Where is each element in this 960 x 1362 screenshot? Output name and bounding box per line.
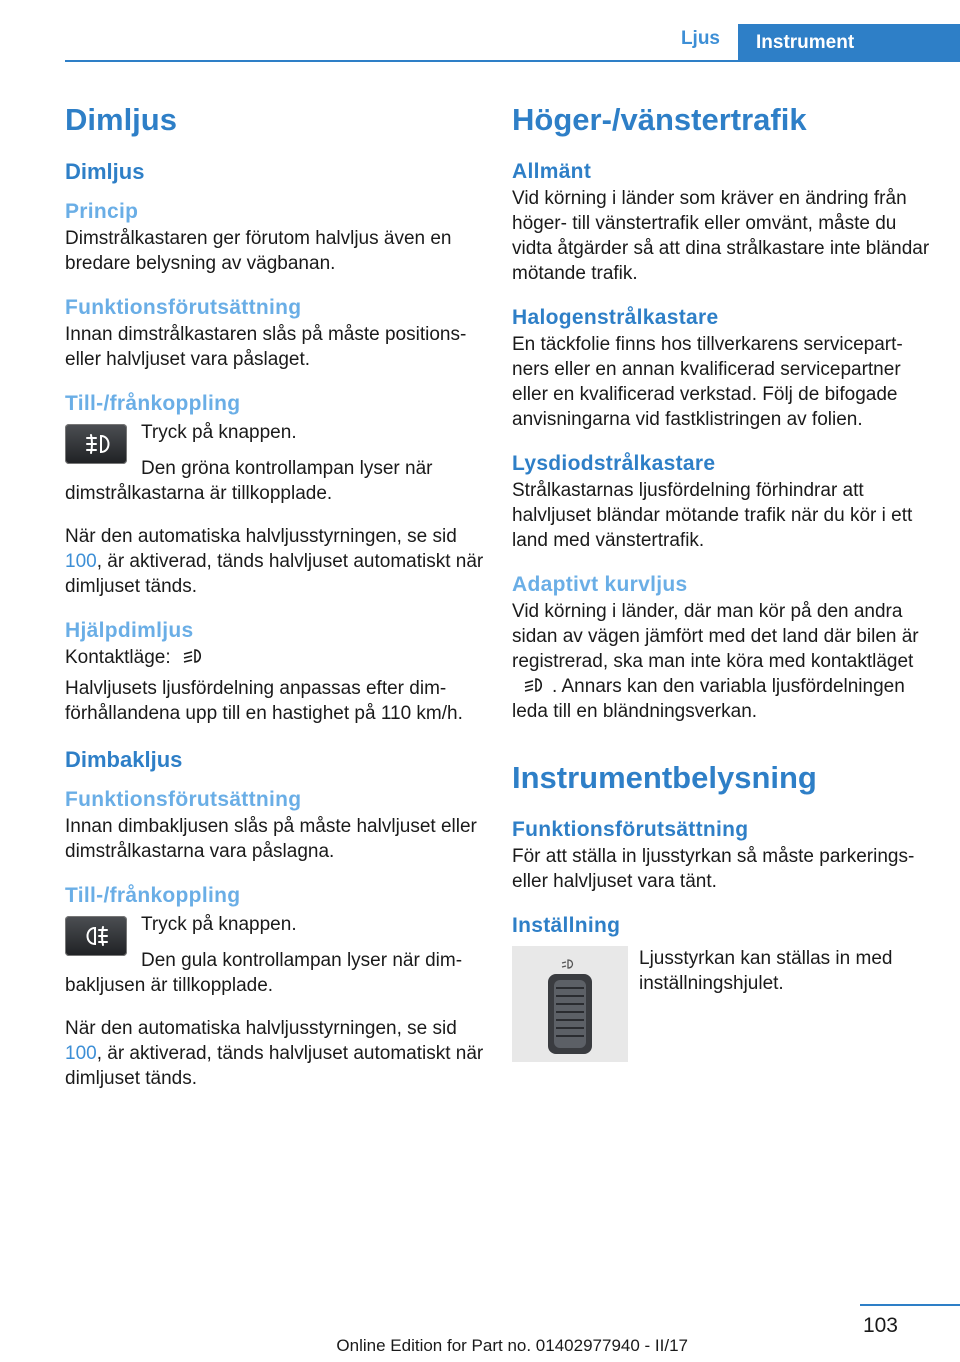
heading-general: Allmänt [512,160,592,183]
text-toggle-2-press: Tryck på knappen. [141,914,297,935]
heading-halogen: Halogenstrålkastare [512,306,719,329]
heading-adaptive: Adaptivt kurvljus [512,573,688,596]
heading-prerequisite-1: Funktionsförutsättning [65,296,302,319]
left-column [65,100,485,1109]
section-title-traffic: Höger-/vänstertrafik [512,102,807,137]
heading-led: Lysdiodstrålkastare [512,452,716,475]
thumbwheel-icon [512,946,628,1062]
page-number: 103 [862,1314,898,1337]
text-auto-1-post: , är aktiverad, tänds halvljuset automatiskt när dimljuset tänds. [65,551,484,597]
text-toggle-1-line1: Den gröna kontrollampan lyser när [141,458,433,479]
text-adaptive-pre: Vid körning i länder, där man kör på den andra sidan av vägen jämfört med det land där bilen är registrerad, ska man inte köra med kontaktläget [512,601,919,672]
text-halogen: En täckfolie finns hos tillverkarens servicepartners eller en annan kvalificerad servicepartner eller en kvalificerad verkstad. Följ de bifogade anvisningarna vid fastklistringen av folien. [512,334,903,430]
text-adaptive-post: . Annars kan den variabla ljusfördelningen leda till en bländningsverkan. [512,676,905,722]
text-principle: Dimstrålkastaren ger förutom halvljus även en bredare belysning av vägbanan. [65,228,452,274]
footer-divider [860,1304,960,1306]
text-general: Vid körning i länder som kräver en ändring från höger- till vänstertrafik eller omvänt, måste du vidta åtgärder så att dina strålkastare inte bländar mötande trafik. [512,188,930,284]
text-toggle-1-press: Tryck på knappen. [141,422,297,443]
heading-toggle-1: Till-/frånkoppling [65,392,241,415]
heading-setting: Inställning [512,914,621,937]
rear-fog-button-row [65,912,485,962]
page-link-100-b[interactable]: 100 [65,1043,97,1064]
heading-principle: Princip [65,200,139,223]
text-led: Strålkastarnas ljusfördelning förhindrar att halvljuset bländar mötande trafik när du kör i ett land med vänstertrafik. [512,480,913,551]
text-auto-1-pre: När den automatiska halvljusstyrningen, se sid [65,526,457,547]
page-link-100[interactable]: 100 [65,551,97,572]
front-fog-button-icon [65,424,127,464]
text-setting: Ljusstyrkan kan ställas in med inställningshjulet. [639,948,893,994]
text-contact-position [65,645,485,670]
text-auto-1 [65,524,485,599]
text-toggle-1-line2: dimstrålkastarna är tillkopplade. [65,483,333,504]
text-prerequisite-1: Innan dimstrålkastaren slås på måste positions- eller halvljuset vara påslaget. [65,324,467,370]
text-auto-2 [65,1016,485,1091]
section-title-fog-lights: Dimljus [65,102,177,137]
low-beam-icon [181,645,203,667]
subsection-front-fog: Dimljus [65,159,145,184]
heading-prerequisite-3: Funktionsförutsättning [512,818,749,841]
subsection-rear-fog: Dimbakljus [65,747,183,772]
front-fog-button-row [65,420,485,470]
footer [0,1300,960,1362]
heading-prerequisite-2: Funktionsförutsättning [65,788,302,811]
setting-row [512,946,932,1066]
header-bar [65,24,960,62]
low-beam-icon-2 [522,674,544,696]
section-tab[interactable]: Ljus [680,28,720,49]
header-divider [65,60,960,62]
heading-toggle-2: Till-/frånkoppling [65,884,241,907]
text-prerequisite-3: För att ställa in ljusstyrkan så måste parkerings- eller halvljuset vara tänt. [512,846,915,892]
rear-fog-button-icon [65,916,127,956]
text-toggle-2-line1: Den gula kontrollampan lyser när dim‐ [141,950,463,971]
edition-note: Online Edition for Part no. 01402977940 - II/17 [336,1336,688,1355]
label-contact-position: Kontaktläge: [65,647,171,668]
right-column [512,100,932,1066]
text-toggle-2-line2: bakljusen är tillkopplade. [65,975,274,996]
chapter-tab[interactable]: Instrument [738,24,960,62]
text-prerequisite-2: Innan dimbakljusen slås på måste halvljuset eller dimstrålkastarna vara påslagna. [65,816,477,862]
section-title-instrument-lighting: Instrumentbelysning [512,760,817,795]
text-auto-2-pre: När den automatiska halvljusstyrningen, se sid [65,1018,457,1039]
text-aux-fog: Halvljusets ljusfördelning anpassas efter dimförhållandena upp till en hastighet på 110 km/h. [65,678,463,724]
text-auto-2-post: , är aktiverad, tänds halvljuset automatiskt när dimljuset tänds. [65,1043,484,1089]
text-adaptive [512,599,932,724]
heading-aux-fog: Hjälpdimljus [65,619,194,642]
